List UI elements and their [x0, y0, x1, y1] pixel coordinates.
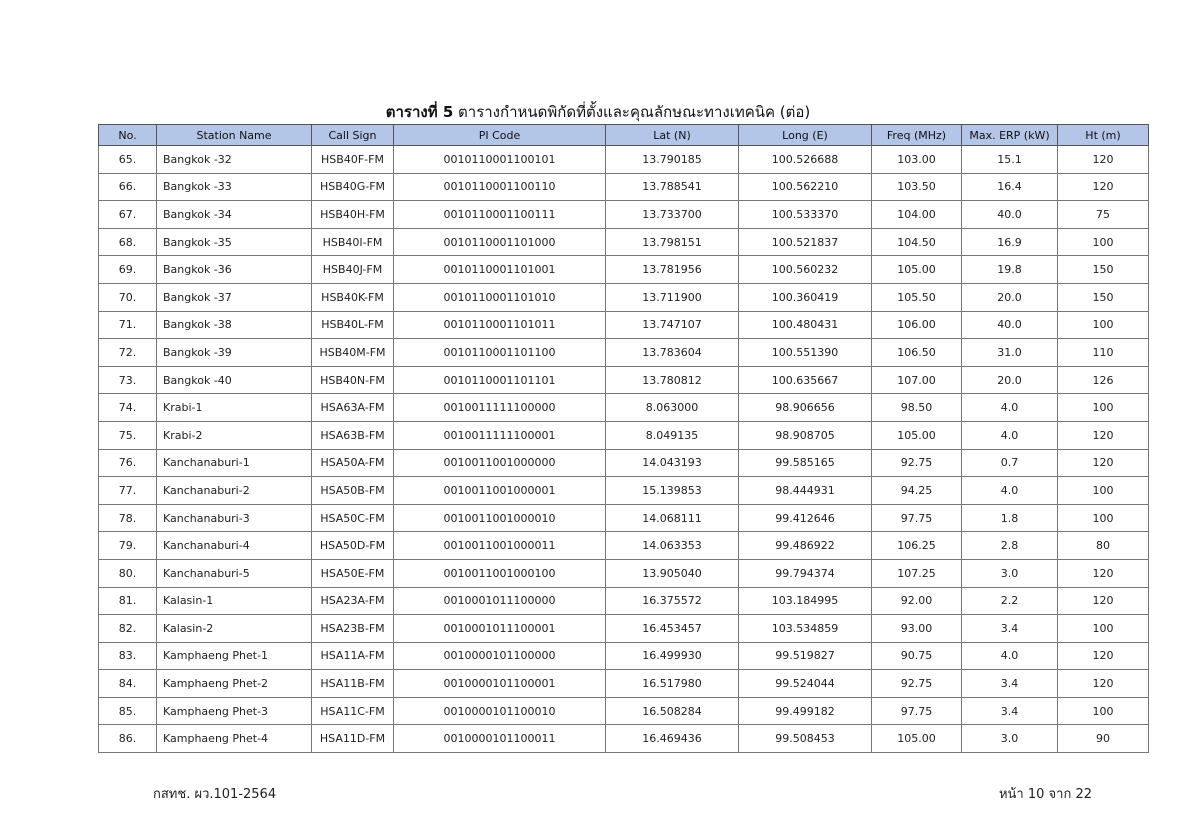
- col-pi-code-cell: 0010110001101010: [394, 283, 606, 311]
- col-no-cell: 76.: [99, 449, 157, 477]
- col-pi-code-cell: 0010110001101011: [394, 311, 606, 339]
- col-long-cell: 99.519827: [739, 642, 872, 670]
- col-freq-cell: 93.00: [872, 615, 962, 643]
- col-call-sign-cell: HSB40I-FM: [312, 228, 394, 256]
- col-freq-cell: 106.25: [872, 532, 962, 560]
- col-no-cell: 71.: [99, 311, 157, 339]
- col-long-cell: 103.184995: [739, 587, 872, 615]
- col-call-sign-cell: HSA11C-FM: [312, 697, 394, 725]
- col-call-sign-cell: HSA11B-FM: [312, 670, 394, 698]
- col-long-cell: 100.360419: [739, 283, 872, 311]
- col-freq-cell: 106.00: [872, 311, 962, 339]
- col-lat-header: Lat (N): [606, 125, 739, 146]
- col-freq-cell: 94.25: [872, 477, 962, 505]
- table-row: [99, 532, 1149, 560]
- table-row: [99, 366, 1149, 394]
- col-freq-cell: 97.75: [872, 697, 962, 725]
- col-pi-code-cell: 0010110001101000: [394, 228, 606, 256]
- col-long-cell: 99.412646: [739, 504, 872, 532]
- col-long-cell: 100.562210: [739, 173, 872, 201]
- col-long-cell: 99.508453: [739, 725, 872, 753]
- col-height-header: Ht (m): [1058, 125, 1149, 146]
- col-max-erp-cell: 20.0: [962, 366, 1058, 394]
- col-max-erp-cell: 4.0: [962, 642, 1058, 670]
- table-row: [99, 725, 1149, 753]
- table-row: [99, 339, 1149, 367]
- col-long-cell: 100.551390: [739, 339, 872, 367]
- col-no-cell: 85.: [99, 697, 157, 725]
- station-table: [98, 124, 1149, 753]
- col-pi-code-cell: 0010001011100001: [394, 615, 606, 643]
- col-lat-cell: 13.905040: [606, 559, 739, 587]
- col-call-sign-cell: HSB40L-FM: [312, 311, 394, 339]
- col-height-cell: 126: [1058, 366, 1149, 394]
- col-lat-cell: 13.781956: [606, 256, 739, 284]
- col-max-erp-cell: 3.0: [962, 559, 1058, 587]
- col-call-sign-cell: HSB40F-FM: [312, 146, 394, 174]
- col-lat-cell: 8.049135: [606, 421, 739, 449]
- col-max-erp-cell: 3.0: [962, 725, 1058, 753]
- table-row: [99, 173, 1149, 201]
- col-height-cell: 100: [1058, 311, 1149, 339]
- col-no-cell: 81.: [99, 587, 157, 615]
- col-call-sign-cell: HSA50C-FM: [312, 504, 394, 532]
- col-pi-code-cell: 0010000101100011: [394, 725, 606, 753]
- col-height-cell: 150: [1058, 256, 1149, 284]
- col-height-cell: 120: [1058, 449, 1149, 477]
- col-no-cell: 79.: [99, 532, 157, 560]
- col-long-cell: 99.585165: [739, 449, 872, 477]
- col-long-cell: 100.635667: [739, 366, 872, 394]
- col-height-cell: 100: [1058, 228, 1149, 256]
- col-station-name-cell: Kanchanaburi-2: [157, 477, 312, 505]
- col-pi-code-cell: 0010110001100110: [394, 173, 606, 201]
- col-lat-cell: 13.780812: [606, 366, 739, 394]
- col-pi-code-cell: 0010000101100010: [394, 697, 606, 725]
- col-freq-cell: 103.50: [872, 173, 962, 201]
- col-pi-code-cell: 0010011001000000: [394, 449, 606, 477]
- col-height-cell: 100: [1058, 504, 1149, 532]
- col-max-erp-cell: 15.1: [962, 146, 1058, 174]
- col-pi-code-cell: 0010011001000001: [394, 477, 606, 505]
- col-pi-code-header: PI Code: [394, 125, 606, 146]
- col-max-erp-cell: 16.9: [962, 228, 1058, 256]
- col-freq-cell: 105.00: [872, 421, 962, 449]
- col-height-cell: 120: [1058, 670, 1149, 698]
- col-station-name-cell: Bangkok -36: [157, 256, 312, 284]
- col-no-cell: 72.: [99, 339, 157, 367]
- col-height-cell: 100: [1058, 394, 1149, 422]
- col-station-name-cell: Kamphaeng Phet-1: [157, 642, 312, 670]
- col-height-cell: 120: [1058, 559, 1149, 587]
- col-lat-cell: 13.783604: [606, 339, 739, 367]
- col-lat-cell: 13.798151: [606, 228, 739, 256]
- col-max-erp-cell: 40.0: [962, 201, 1058, 229]
- col-lat-cell: 13.788541: [606, 173, 739, 201]
- col-station-name-cell: Krabi-1: [157, 394, 312, 422]
- col-no-cell: 83.: [99, 642, 157, 670]
- document-code: กสทช. ผว.101-2564: [153, 787, 277, 802]
- col-height-cell: 150: [1058, 283, 1149, 311]
- col-no-cell: 74.: [99, 394, 157, 422]
- col-pi-code-cell: 0010110001100101: [394, 146, 606, 174]
- col-long-cell: 98.908705: [739, 421, 872, 449]
- col-no-cell: 84.: [99, 670, 157, 698]
- col-max-erp-cell: 0.7: [962, 449, 1058, 477]
- col-call-sign-cell: HSA23B-FM: [312, 615, 394, 643]
- col-max-erp-header: Max. ERP (kW): [962, 125, 1058, 146]
- col-freq-cell: 103.00: [872, 146, 962, 174]
- col-long-cell: 100.526688: [739, 146, 872, 174]
- col-freq-cell: 92.75: [872, 449, 962, 477]
- col-lat-cell: 16.375572: [606, 587, 739, 615]
- col-lat-cell: 13.711900: [606, 283, 739, 311]
- col-freq-cell: 106.50: [872, 339, 962, 367]
- col-call-sign-cell: HSB40N-FM: [312, 366, 394, 394]
- table-row: [99, 283, 1149, 311]
- col-lat-cell: 16.508284: [606, 697, 739, 725]
- col-lat-cell: 13.733700: [606, 201, 739, 229]
- col-height-cell: 80: [1058, 532, 1149, 560]
- col-lat-cell: 14.043193: [606, 449, 739, 477]
- col-lat-cell: 13.790185: [606, 146, 739, 174]
- col-long-cell: 99.794374: [739, 559, 872, 587]
- col-long-cell: 100.560232: [739, 256, 872, 284]
- col-station-name-cell: Krabi-2: [157, 421, 312, 449]
- col-max-erp-cell: 16.4: [962, 173, 1058, 201]
- col-freq-cell: 92.75: [872, 670, 962, 698]
- col-height-cell: 90: [1058, 725, 1149, 753]
- col-station-name-cell: Bangkok -35: [157, 228, 312, 256]
- col-lat-cell: 16.453457: [606, 615, 739, 643]
- col-pi-code-cell: 0010110001101100: [394, 339, 606, 367]
- col-lat-cell: 8.063000: [606, 394, 739, 422]
- col-station-name-cell: Bangkok -37: [157, 283, 312, 311]
- col-call-sign-cell: HSB40J-FM: [312, 256, 394, 284]
- col-height-cell: 120: [1058, 642, 1149, 670]
- col-call-sign-cell: HSB40G-FM: [312, 173, 394, 201]
- table-row: [99, 228, 1149, 256]
- col-long-cell: 98.444931: [739, 477, 872, 505]
- col-height-cell: 100: [1058, 615, 1149, 643]
- col-lat-cell: 16.499930: [606, 642, 739, 670]
- col-max-erp-cell: 2.2: [962, 587, 1058, 615]
- col-freq-cell: 104.50: [872, 228, 962, 256]
- col-station-name-cell: Kalasin-2: [157, 615, 312, 643]
- col-call-sign-cell: HSA11A-FM: [312, 642, 394, 670]
- col-long-cell: 99.486922: [739, 532, 872, 560]
- col-max-erp-cell: 40.0: [962, 311, 1058, 339]
- col-call-sign-cell: HSA50E-FM: [312, 559, 394, 587]
- col-pi-code-cell: 0010011111100001: [394, 421, 606, 449]
- col-station-name-cell: Kalasin-1: [157, 587, 312, 615]
- col-no-cell: 73.: [99, 366, 157, 394]
- col-no-cell: 70.: [99, 283, 157, 311]
- col-station-name-cell: Bangkok -40: [157, 366, 312, 394]
- col-long-cell: 103.534859: [739, 615, 872, 643]
- col-call-sign-cell: HSA50B-FM: [312, 477, 394, 505]
- col-lat-cell: 15.139853: [606, 477, 739, 505]
- col-pi-code-cell: 0010011001000011: [394, 532, 606, 560]
- col-call-sign-cell: HSA11D-FM: [312, 725, 394, 753]
- col-long-cell: 99.524044: [739, 670, 872, 698]
- table-row: [99, 201, 1149, 229]
- header-row: [99, 125, 1149, 146]
- col-call-sign-cell: HSB40M-FM: [312, 339, 394, 367]
- table-row: [99, 642, 1149, 670]
- table-row: [99, 615, 1149, 643]
- col-call-sign-cell: HSB40H-FM: [312, 201, 394, 229]
- table-row: [99, 504, 1149, 532]
- col-height-cell: 100: [1058, 697, 1149, 725]
- col-max-erp-cell: 3.4: [962, 697, 1058, 725]
- col-call-sign-cell: HSA23A-FM: [312, 587, 394, 615]
- col-freq-cell: 92.00: [872, 587, 962, 615]
- col-height-cell: 110: [1058, 339, 1149, 367]
- col-freq-cell: 104.00: [872, 201, 962, 229]
- col-height-cell: 120: [1058, 587, 1149, 615]
- col-freq-header: Freq (MHz): [872, 125, 962, 146]
- col-height-cell: 75: [1058, 201, 1149, 229]
- col-max-erp-cell: 4.0: [962, 394, 1058, 422]
- col-lat-cell: 16.517980: [606, 670, 739, 698]
- col-no-cell: 69.: [99, 256, 157, 284]
- col-station-name-cell: Kamphaeng Phet-2: [157, 670, 312, 698]
- col-pi-code-cell: 0010110001101001: [394, 256, 606, 284]
- table-number: ตารางที่ 5: [385, 103, 454, 121]
- col-no-cell: 66.: [99, 173, 157, 201]
- col-pi-code-cell: 0010000101100000: [394, 642, 606, 670]
- col-freq-cell: 107.25: [872, 559, 962, 587]
- col-long-cell: 100.480431: [739, 311, 872, 339]
- col-long-cell: 98.906656: [739, 394, 872, 422]
- col-max-erp-cell: 1.8: [962, 504, 1058, 532]
- col-height-cell: 120: [1058, 146, 1149, 174]
- table-row: [99, 477, 1149, 505]
- col-station-name-cell: Kanchanaburi-3: [157, 504, 312, 532]
- table-row: [99, 697, 1149, 725]
- col-station-name-cell: Bangkok -39: [157, 339, 312, 367]
- page-number: หน้า 10 จาก 22: [998, 787, 1092, 802]
- col-station-name-header: Station Name: [157, 125, 312, 146]
- col-long-header: Long (E): [739, 125, 872, 146]
- col-pi-code-cell: 0010011111100000: [394, 394, 606, 422]
- table-row: [99, 670, 1149, 698]
- col-max-erp-cell: 4.0: [962, 421, 1058, 449]
- col-long-cell: 100.521837: [739, 228, 872, 256]
- col-lat-cell: 13.747107: [606, 311, 739, 339]
- col-station-name-cell: Bangkok -33: [157, 173, 312, 201]
- table-row: [99, 394, 1149, 422]
- col-station-name-cell: Kanchanaburi-5: [157, 559, 312, 587]
- col-freq-cell: 98.50: [872, 394, 962, 422]
- col-station-name-cell: Kamphaeng Phet-4: [157, 725, 312, 753]
- table-title: [0, 100, 1196, 124]
- col-lat-cell: 14.068111: [606, 504, 739, 532]
- table-body: [99, 146, 1149, 753]
- col-no-cell: 77.: [99, 477, 157, 505]
- col-call-sign-header: Call Sign: [312, 125, 394, 146]
- col-no-cell: 86.: [99, 725, 157, 753]
- col-station-name-cell: Kanchanaburi-4: [157, 532, 312, 560]
- col-freq-cell: 105.00: [872, 256, 962, 284]
- col-call-sign-cell: HSA50A-FM: [312, 449, 394, 477]
- table-row: [99, 559, 1149, 587]
- col-no-cell: 80.: [99, 559, 157, 587]
- col-pi-code-cell: 0010000101100001: [394, 670, 606, 698]
- table-row: [99, 256, 1149, 284]
- table-row: [99, 449, 1149, 477]
- col-max-erp-cell: 4.0: [962, 477, 1058, 505]
- col-no-cell: 67.: [99, 201, 157, 229]
- col-no-cell: 75.: [99, 421, 157, 449]
- table-row: [99, 146, 1149, 174]
- col-freq-cell: 107.00: [872, 366, 962, 394]
- col-max-erp-cell: 2.8: [962, 532, 1058, 560]
- col-height-cell: 100: [1058, 477, 1149, 505]
- col-max-erp-cell: 19.8: [962, 256, 1058, 284]
- col-lat-cell: 16.469436: [606, 725, 739, 753]
- table-caption: ตารางกำหนดพิกัดที่ตั้งและคุณลักษณะทางเทคนิค (ต่อ): [453, 103, 811, 121]
- col-pi-code-cell: 0010001011100000: [394, 587, 606, 615]
- col-station-name-cell: Kamphaeng Phet-3: [157, 697, 312, 725]
- col-station-name-cell: Kanchanaburi-1: [157, 449, 312, 477]
- col-no-cell: 82.: [99, 615, 157, 643]
- table-row: [99, 421, 1149, 449]
- col-freq-cell: 105.50: [872, 283, 962, 311]
- col-long-cell: 100.533370: [739, 201, 872, 229]
- col-max-erp-cell: 31.0: [962, 339, 1058, 367]
- col-max-erp-cell: 20.0: [962, 283, 1058, 311]
- col-lat-cell: 14.063353: [606, 532, 739, 560]
- col-station-name-cell: Bangkok -38: [157, 311, 312, 339]
- col-long-cell: 99.499182: [739, 697, 872, 725]
- col-freq-cell: 97.75: [872, 504, 962, 532]
- col-station-name-cell: Bangkok -32: [157, 146, 312, 174]
- col-height-cell: 120: [1058, 421, 1149, 449]
- col-pi-code-cell: 0010011001000010: [394, 504, 606, 532]
- col-max-erp-cell: 3.4: [962, 670, 1058, 698]
- col-call-sign-cell: HSB40K-FM: [312, 283, 394, 311]
- col-max-erp-cell: 3.4: [962, 615, 1058, 643]
- col-no-cell: 68.: [99, 228, 157, 256]
- col-pi-code-cell: 0010110001101101: [394, 366, 606, 394]
- col-station-name-cell: Bangkok -34: [157, 201, 312, 229]
- col-pi-code-cell: 0010011001000100: [394, 559, 606, 587]
- col-no-cell: 78.: [99, 504, 157, 532]
- col-call-sign-cell: HSA63B-FM: [312, 421, 394, 449]
- col-freq-cell: 90.75: [872, 642, 962, 670]
- col-pi-code-cell: 0010110001100111: [394, 201, 606, 229]
- table-row: [99, 311, 1149, 339]
- col-height-cell: 120: [1058, 173, 1149, 201]
- col-call-sign-cell: HSA63A-FM: [312, 394, 394, 422]
- col-call-sign-cell: HSA50D-FM: [312, 532, 394, 560]
- col-no-header: No.: [99, 125, 157, 146]
- col-no-cell: 65.: [99, 146, 157, 174]
- table-row: [99, 587, 1149, 615]
- col-freq-cell: 105.00: [872, 725, 962, 753]
